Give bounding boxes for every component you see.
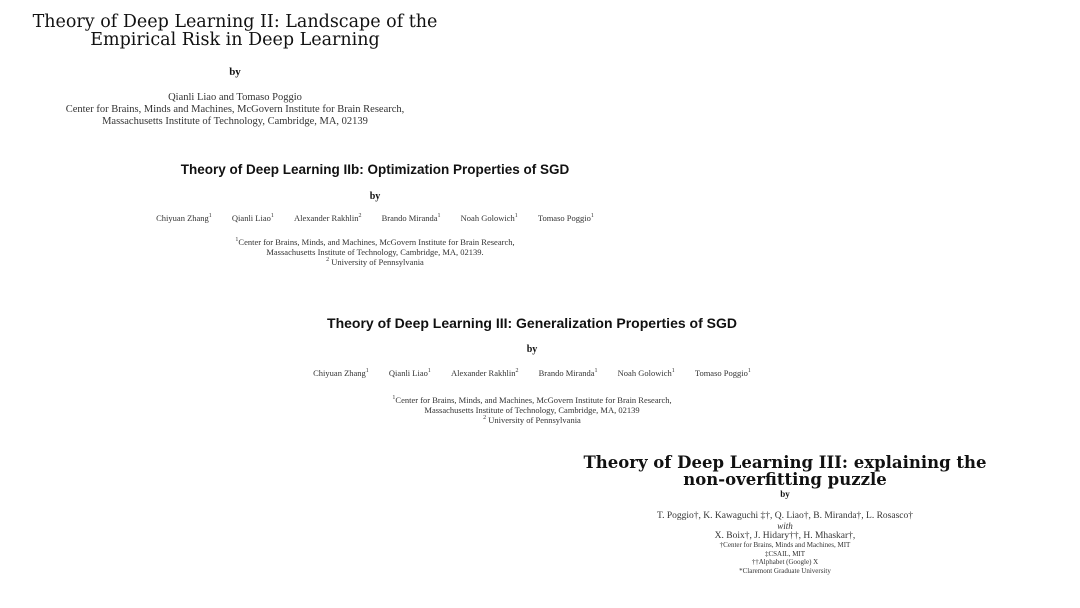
paper-3-author: Tomaso Poggio$^1$: [694, 368, 751, 378]
paper-2-author: Noah Golowich$^1$: [460, 212, 518, 223]
paper-4-with: with: [777, 521, 793, 531]
paper-1-authors: Qianli Liao and Tomaso Poggio: [168, 92, 302, 103]
paper-1-affiliation-line-1: Center for Brains, Minds and Machines, McGovern Institute for Brain Research,: [65, 104, 405, 115]
paper-2-by: by: [369, 190, 381, 202]
paper-2-title: Theory of Deep Learning IIb: Optimization Properties of SGD: [180, 162, 570, 177]
paper-3-author: Qianli Liao$^1$: [388, 368, 431, 378]
paper-3-affiliation-line-2: Massachusetts Institute of Technology, Cambridge, MA, 02139: [424, 405, 640, 415]
paper-3-author: Brando Miranda$^1$: [538, 368, 598, 378]
paper-4-title: [560, 455, 1010, 488]
paper-1-title-line-2: Empirical Risk in Deep Learning: [90, 29, 380, 50]
paper-3-author: Alexander Rakhlin$^2$: [451, 368, 519, 378]
paper-2-author: Tomaso Poggio$^1$: [537, 212, 594, 223]
paper-2-author: Qianli Liao$^1$: [231, 212, 274, 223]
paper-2-author: Chiyuan Zhang$^1$: [156, 212, 212, 223]
paper-1: [10, 14, 460, 128]
paper-4-affiliation-line-3: ††Alphabet (Google) X: [751, 558, 819, 566]
paper-1-title: [10, 14, 460, 49]
paper-4-authors-line-2: X. Boix†, J. Hidary††, H. Mhaskar†,: [714, 531, 856, 541]
paper-3-authors: [252, 368, 812, 378]
paper-4-title-line-1: Theory of Deep Learning III: explaining the: [583, 453, 987, 472]
paper-2: [100, 163, 650, 267]
paper-4-affiliation-line-4: *Claremont Graduate University: [739, 566, 831, 575]
paper-3-title: Theory of Deep Learning III: Generalization Properties of SGD: [327, 315, 737, 331]
paper-4-affiliation-line-2: ‡CSAIL, MIT: [764, 549, 806, 558]
paper-3-affiliation-line-3: $^2$ University of Pennsylvania: [483, 415, 581, 425]
paper-2-affiliation-line-1: $^1$Center for Brains, Minds, and Machines, McGovern Institute for Brain Research,: [235, 236, 515, 247]
paper-2-affiliation-line-3: $^2$ University of Pennsylvania: [326, 256, 424, 267]
paper-2-authors: [100, 213, 650, 223]
paper-2-author: Alexander Rakhlin$^2$: [294, 212, 362, 223]
paper-4: [560, 455, 1010, 575]
paper-3-author: Chiyuan Zhang$^1$: [313, 368, 369, 378]
paper-1-affiliation-line-2: Massachusetts Institute of Technology, Cambridge, MA, 02139: [102, 116, 368, 127]
paper-3-author: Noah Golowich$^1$: [617, 368, 675, 378]
paper-4-title-line-2: non-overfitting puzzle: [683, 469, 887, 489]
paper-3: [252, 316, 812, 425]
paper-2-author: Brando Miranda$^1$: [381, 212, 441, 223]
paper-3-affiliation-line-1: $^1$Center for Brains, Minds, and Machines, McGovern Institute for Brain Research,: [392, 395, 672, 405]
paper-4-affiliation-line-1: †Center for Brains, Minds and Machines, MIT: [719, 541, 851, 549]
paper-4-by: by: [780, 489, 790, 499]
paper-4-authors-line-1: T. Poggio†, K. Kawaguchi ‡†, Q. Liao†, B. Miranda†, L. Rosasco†: [656, 511, 914, 521]
paper-1-title-line-1: Theory of Deep Learning II: Landscape of the: [32, 12, 438, 32]
paper-2-affiliation-line-2: Massachusetts Institute of Technology, Cambridge, MA, 02139.: [266, 246, 484, 257]
paper-3-by: by: [526, 344, 538, 355]
paper-1-by: by: [229, 66, 241, 78]
